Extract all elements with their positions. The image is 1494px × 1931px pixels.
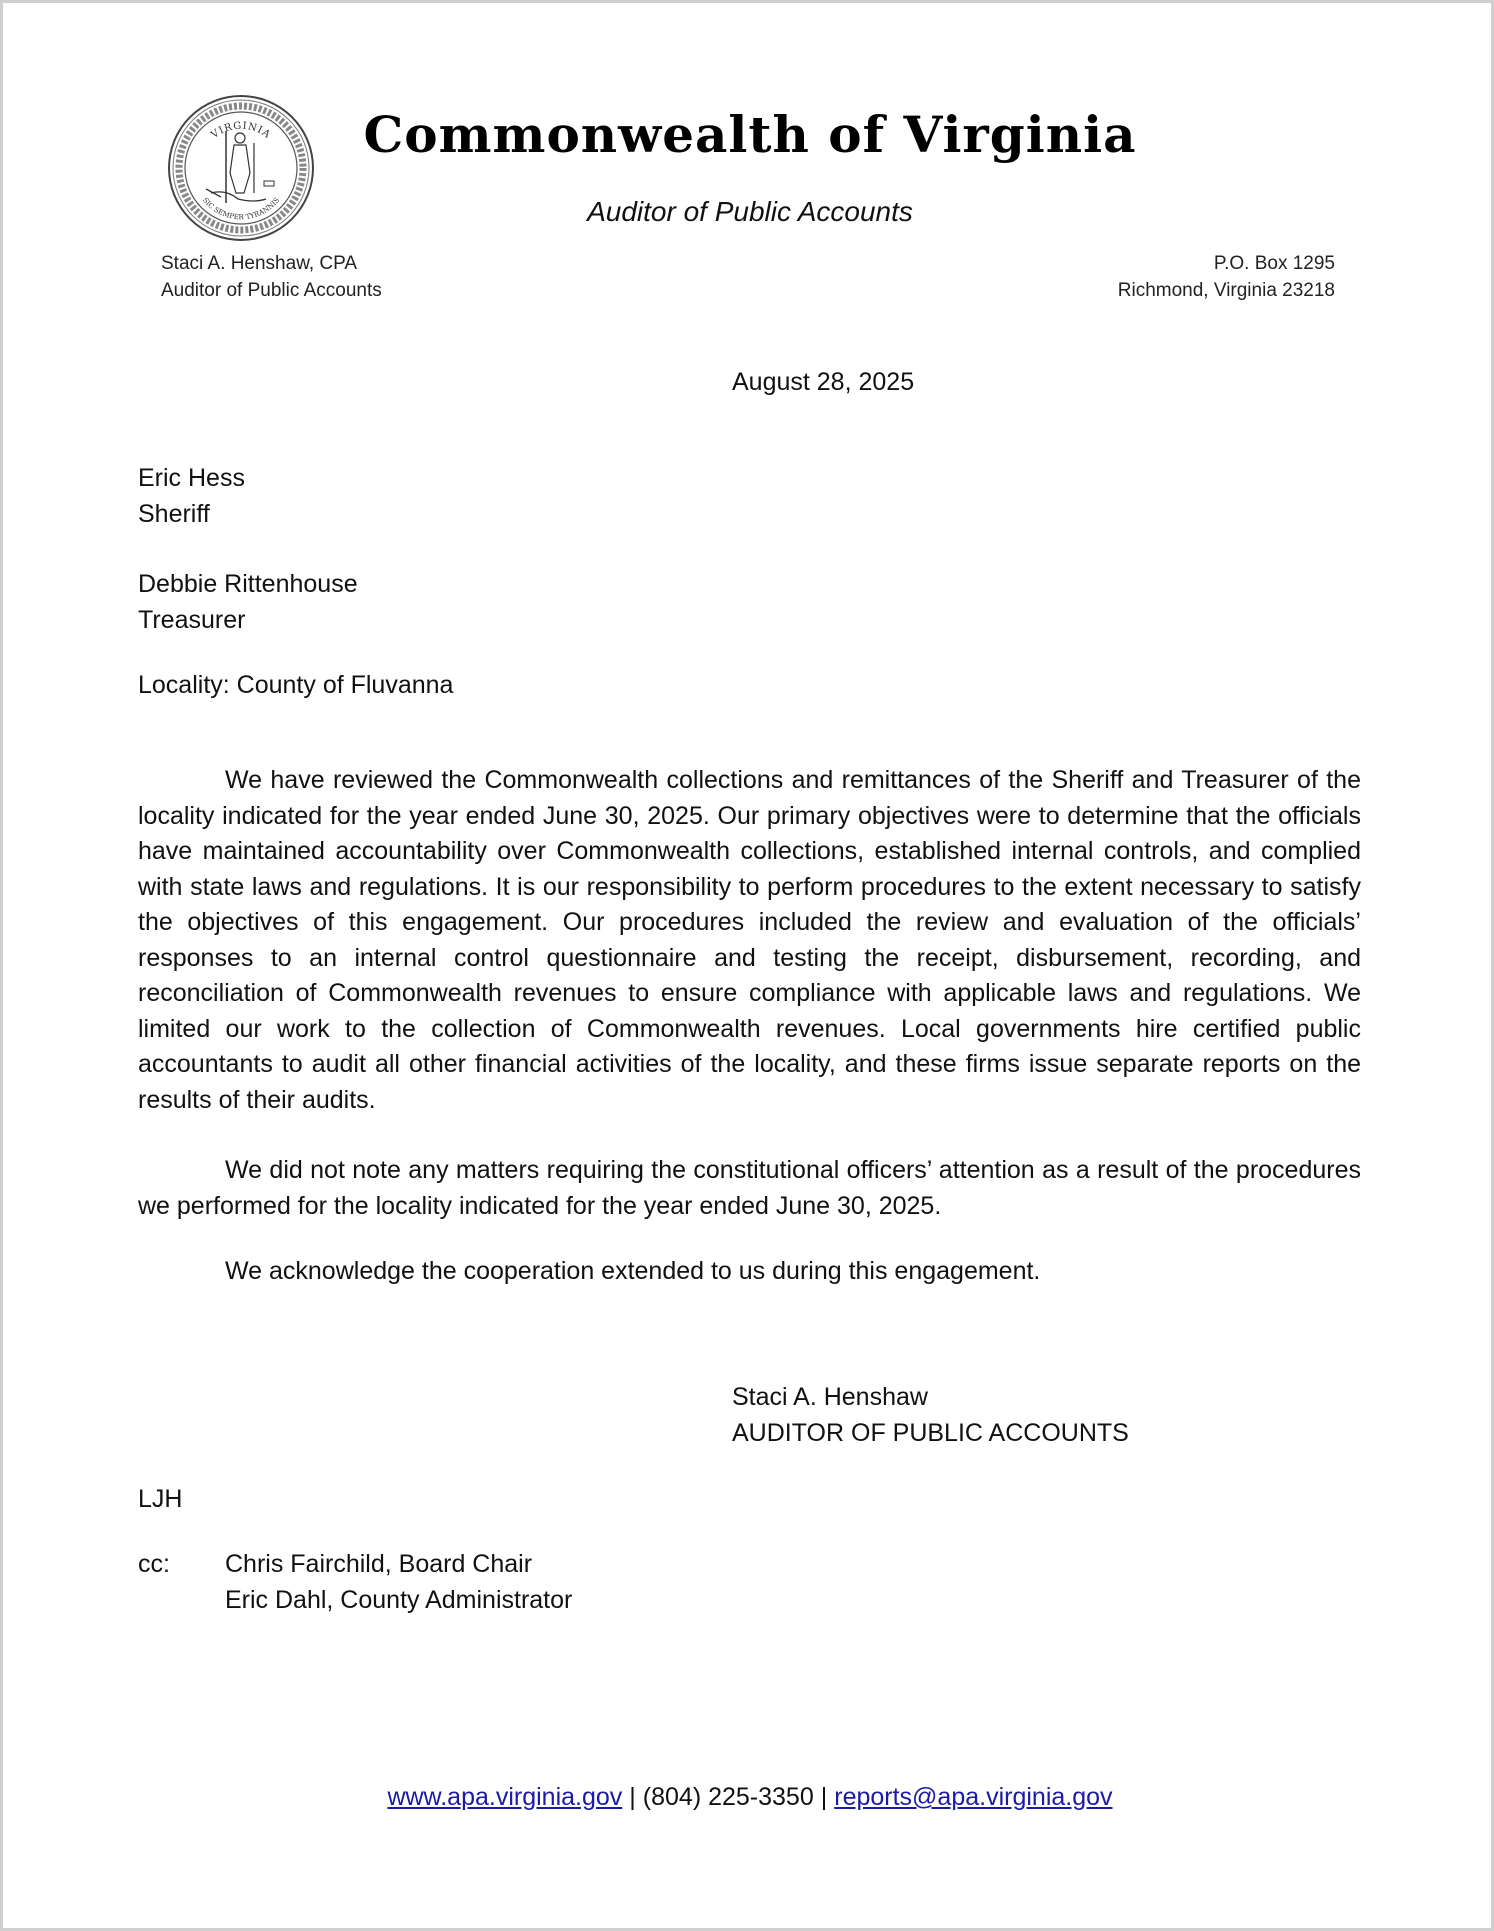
body-paragraph-3: We acknowledge the cooperation extended to us during this engagement.	[225, 1257, 1041, 1285]
signature-block	[732, 1380, 1129, 1451]
auditor-name: Staci A. Henshaw, CPA	[161, 253, 358, 274]
recipient-2	[138, 567, 358, 638]
footer-separator: |	[629, 1783, 636, 1811]
signer-title: AUDITOR OF PUBLIC ACCOUNTS	[732, 1418, 1129, 1447]
website-link[interactable]: www.apa.virginia.gov	[387, 1783, 623, 1811]
recipient-title: Sheriff	[138, 499, 210, 528]
letterhead-auditor-block	[161, 250, 382, 304]
auditor-office: Auditor of Public Accounts	[161, 280, 382, 301]
footer-separator: |	[820, 1783, 828, 1811]
city-state-zip: Richmond, Virginia 23218	[1117, 280, 1335, 301]
phone-number: (804) 225-3350	[642, 1783, 814, 1811]
recipient-title: Treasurer	[138, 605, 246, 634]
cc-label: cc:	[138, 1550, 170, 1578]
email-link[interactable]: reports@apa.virginia.gov	[834, 1783, 1113, 1811]
recipient-1	[138, 461, 245, 532]
svg-text:VIRGINIA: VIRGINIA	[209, 120, 273, 141]
typist-initials: LJH	[138, 1485, 183, 1513]
cc-recipient: Eric Dahl, County Administrator	[225, 1585, 573, 1614]
letterhead-title: Commonwealth of Virginia	[363, 105, 1137, 164]
letter-footer	[3, 1780, 1494, 1815]
cc-recipient: Chris Fairchild, Board Chair	[225, 1550, 533, 1578]
signer-name: Staci A. Henshaw	[732, 1383, 928, 1411]
recipient-name: Debbie Rittenhouse	[138, 570, 358, 598]
recipient-name: Eric Hess	[138, 464, 245, 492]
cc-list	[225, 1547, 572, 1618]
body-paragraph-2: We did not note any matters requiring the constitutional officers’ attention as a result of the procedures we performed for the locality indicated for the year ended June 30, 2025.	[138, 1156, 1361, 1220]
po-box: P.O. Box 1295	[1213, 253, 1335, 274]
letterhead-address-block	[1118, 250, 1335, 304]
locality-line: Locality: County of Fluvanna	[138, 671, 454, 699]
body-paragraph-1: We have reviewed the Commonwealth collections and remittances of the Sheriff and Treasurer of the locality indicated for the year ended June 30, 2025. Our primary objectives were to determine that the officials have maintained accountability over Commonwealth collections, established internal controls, and complied with state laws and regulations. It is our responsibility to perform procedures to the extent necessary to satisfy the objectives of this engagement. Our procedures included the review and evaluation of the officials’ responses to an internal control questionnaire and testing the receipt, disbursement, recording, and reconciliation of Commonwealth revenues to ensure compliance with applicable laws and regulations. We limited our work to the collection of Commonwealth revenues. Local governments hire certified public accountants to audit all other financial activities of the locality, and these firms issue separate reports on the results of their audits.	[138, 766, 1361, 1114]
letter-date: August 28, 2025	[732, 368, 915, 396]
svg-text:SIC SEMPER TYRANNIS: SIC SEMPER TYRANNIS	[200, 196, 282, 222]
letterhead-subtitle: Auditor of Public Accounts	[587, 196, 913, 227]
